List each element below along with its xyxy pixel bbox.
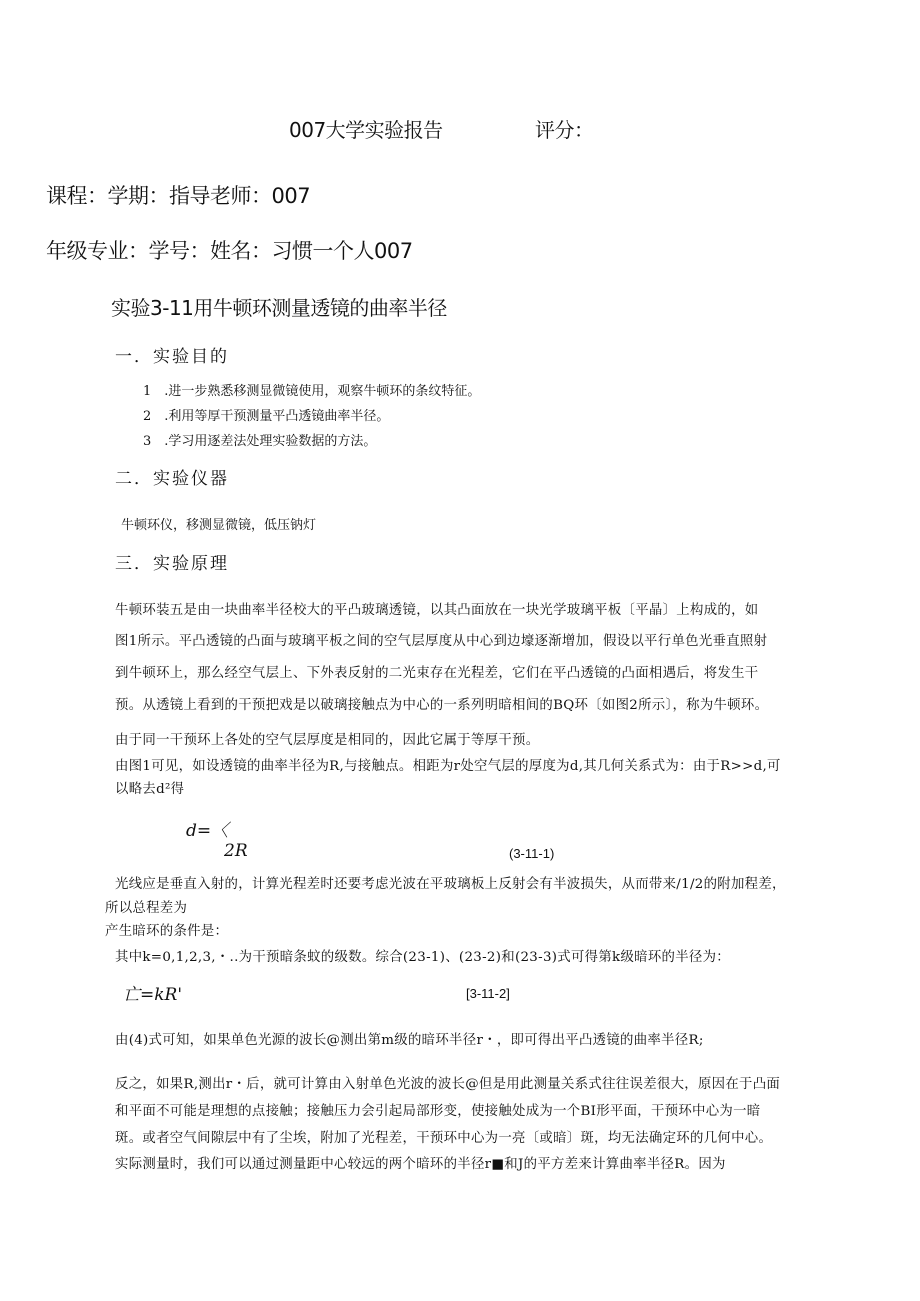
student-line: 年级专业：学号：姓名：习惯一个人007	[46, 239, 413, 263]
paragraph-line: 反之，如果R,测出r・后，就可计算由入射单色光波的波长@但是用此测量关系式往往误差很大，原因在于凸面	[115, 1077, 781, 1092]
paragraph-line: 其中k=0,1,2,3,・..为干预暗条蚊的级数。综合(23-1)、(23-2)和(23-3)式可得第k级暗环的半径为：	[115, 950, 730, 965]
paragraph-line: 由图1可见，如设透镜的曲率半径为R,与接触点。相距为r处空气层的厚度为d,其几何关系式为：由于R>>d,可	[115, 759, 781, 774]
paragraph-line: 图1所示。平凸透镜的凸面与玻璃平板之间的空气层厚度从中心到边壕逐渐增加，假设以平行单色光垂直照射	[115, 634, 768, 649]
purpose-item: 1 .进一步熟悉移测显微镜使用，观察牛顿环的条纹特征。	[143, 384, 481, 399]
paragraph-line: 光线应是垂直入射的，计算光程差时还要考虑光波在平玻璃板上反射会有半波损失，从而带来/1/2的附加程差，	[115, 877, 786, 892]
section-heading-apparatus: 二．实验仪器	[115, 469, 229, 489]
paragraph-line: 和平面不可能是理想的点接触；接触压力会引起局部形变，使接触处成为一个BI形平面，干预环中心为一暗	[115, 1104, 761, 1119]
paragraph-line: 由(4)式可知，如果单色光源的波长@测出第m级的暗环半径r・，即可得出平凸透镜的曲率半径R;	[115, 1033, 704, 1048]
paragraph-line: 所以总程差为	[105, 901, 188, 916]
equation-2: 亡=kR'	[123, 985, 183, 1005]
paragraph-line: 以略去d²得	[115, 782, 185, 797]
paragraph-line: 产生暗环的条件是：	[105, 924, 229, 939]
paragraph-line: 由于同一干预环上各处的空气层厚度是相同的，因此它属于等厚干预。	[115, 733, 540, 748]
course-line: 课程：学期：指导老师：007	[46, 184, 311, 208]
purpose-item: 2 .利用等厚干预测量平凸透镜曲率半径。	[143, 409, 390, 424]
equation-2-number: [3-11-2]	[466, 986, 510, 1001]
paragraph-line: 牛顿环装五是由一块曲率半径校大的平凸玻璃透镜，以其凸面放在一块光学玻璃平板〔平晶〕上构成的，如	[115, 603, 759, 618]
equation-1-denominator: 2R	[224, 841, 248, 861]
paragraph-line: 预。从透镜上看到的干预把戏是以破璃接触点为中心的一系列明暗相间的BQ环〔如图2所示〕，称为牛顿环。	[115, 698, 769, 713]
section-heading-principle: 三．实验原理	[115, 554, 229, 574]
apparatus-text: 牛顿环仪，移测显微镜，低压钠灯	[121, 518, 317, 533]
score-label: 评分：	[535, 118, 594, 142]
equation-1-numerator: d=〈	[186, 821, 229, 841]
experiment-title: 实验3-11用牛顿环测量透镜的曲率半径	[111, 296, 447, 320]
report-title: 007大学实验报告	[289, 118, 443, 142]
section-heading-purpose: 一．实验目的	[115, 347, 229, 367]
paragraph-line: 到牛顿环上，那么经空气层上、下外表反射的二光束存在光程差，它们在平凸透镜的凸面相遇后，将发生干	[115, 666, 759, 681]
paragraph-line: 实际测量时，我们可以通过测量距中心较远的两个暗环的半径r■和J的平方差来计算曲率半径R。因为	[115, 1157, 726, 1172]
paragraph-line: 斑。或者空气间隙层中有了尘埃，附加了光程差，干预环中心为一亮〔或暗〕斑，均无法确定环的几何中心。	[115, 1131, 773, 1146]
equation-1-number: (3-11-1)	[509, 846, 555, 861]
purpose-item: 3 .学习用逐差法处理实验数据的方法。	[143, 434, 377, 449]
